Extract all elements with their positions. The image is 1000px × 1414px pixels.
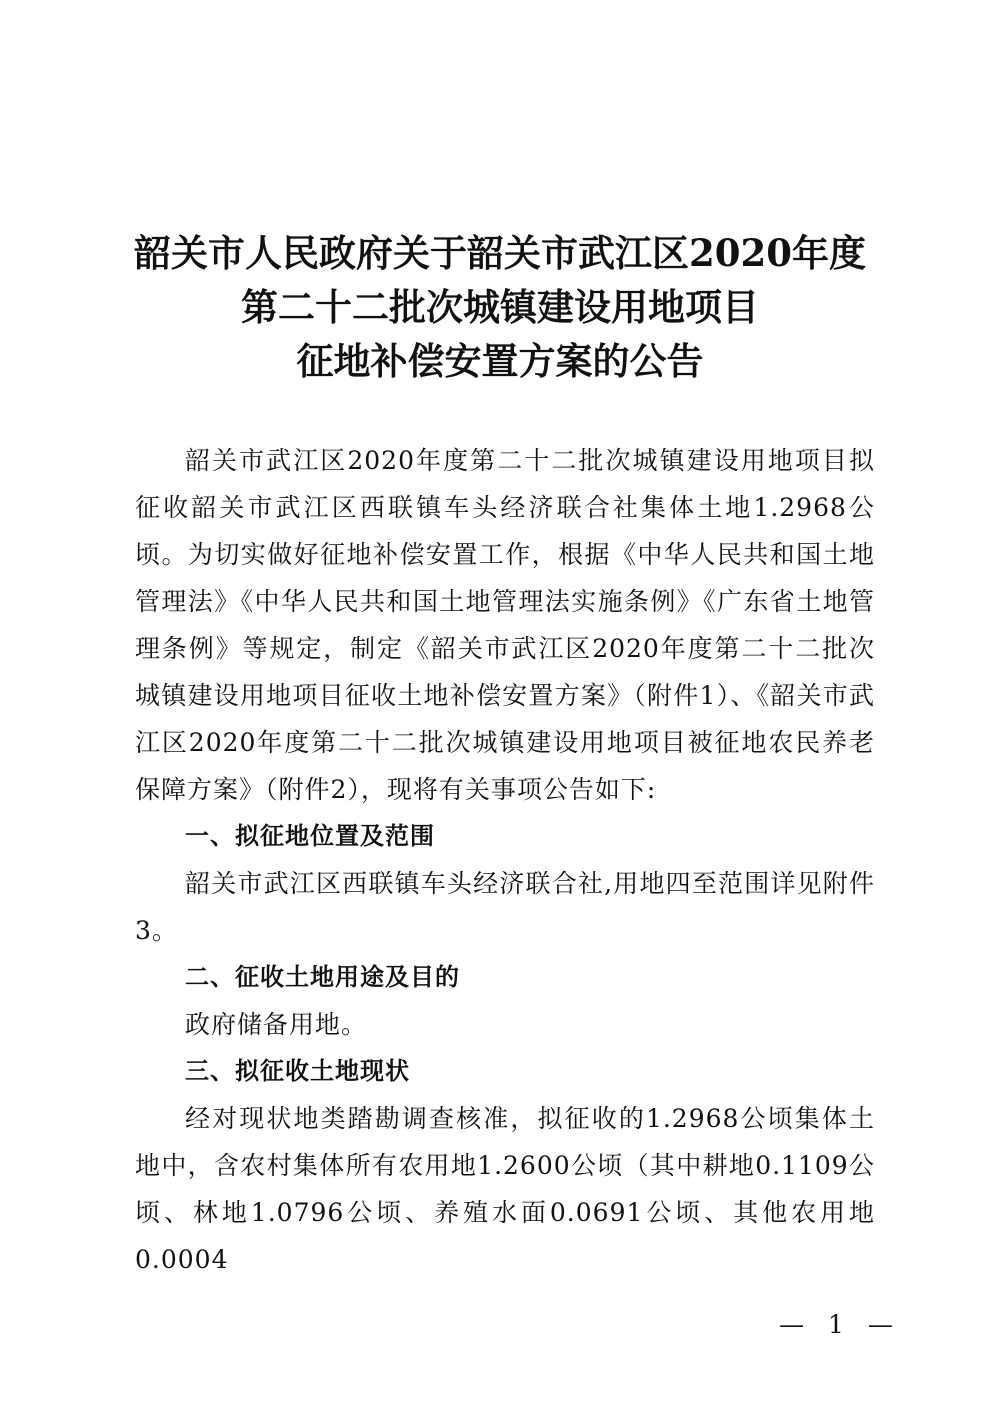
section-heading-location: 一、拟征地位置及范围 (185, 822, 435, 850)
page-number: — 1 — (779, 1310, 901, 1339)
intro-paragraph: 韶关市武江区2020年度第二十二批次城镇建设用地项目拟征收韶关市武江区西联镇车头经济联合社集体土地1.2968公顷。为切实做好征地补偿安置工作，根据《中华人民共和国土地管理法》《中华人民共和国土地管理法实施条例》《广东省土地管理条例》等规定，制定《韶关市武江区2020年度第二十二批次城镇建设用地项目征收土地补偿安置方案》（附件1）、《韶关市武江区2020年度第二十二批次城镇建设用地项目被征地农民养老保障方案》（附件2），现将有关事项公告如下: (135, 446, 875, 804)
section-heading-status: 三、拟征收土地现状 (185, 1057, 410, 1085)
section-text-location: 韶关市武江区西联镇车头经济联合社,用地四至范围详见附件3。 (135, 869, 875, 945)
document-title (100, 226, 900, 388)
title-line-2: 第二十二批次城镇建设用地项目 (241, 285, 759, 329)
section-text-status: 经对现状地类踏勘调查核准，拟征收的1.2968公顷集体土地中，含农村集体所有农用地1.2600公顷（其中耕地0.1109公顷、林地1.0796公顷、养殖水面0.0691公顷、其他农用地0.0004 (135, 1104, 875, 1274)
section-text-purpose: 政府储备用地。 (185, 1010, 368, 1039)
title-line-1: 韶关市人民政府关于韶关市武江区2020年度 (134, 231, 866, 275)
document-body (135, 437, 875, 1283)
section-heading-purpose: 二、征收土地用途及目的 (185, 963, 460, 991)
title-line-3: 征地补偿安置方案的公告 (296, 339, 704, 383)
